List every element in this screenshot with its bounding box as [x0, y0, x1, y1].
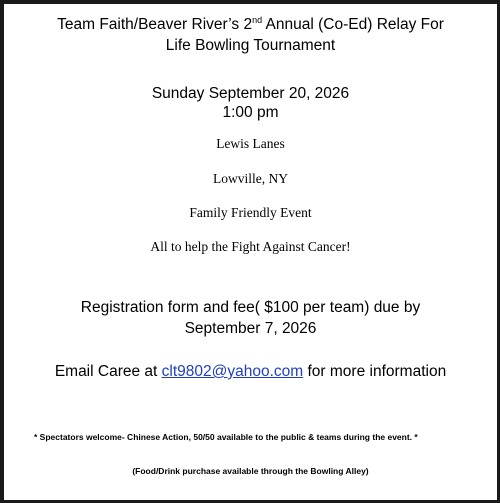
title-text-after-superscript: Annual (Co-Ed) Relay For [262, 16, 444, 33]
ordinal-superscript: nd [252, 14, 263, 25]
cause-statement: All to help the Fight Against Cancer! [150, 239, 351, 254]
flyer-title-line-1 [4, 14, 497, 35]
audience-note: Family Friendly Event [189, 205, 312, 220]
spectators-note: * Spectators welcome- Chinese Action, 50/50 available to the public & teams during the event. * [34, 432, 418, 442]
venue-name: Lewis Lanes [216, 136, 285, 151]
event-time: 1:00 pm [222, 104, 279, 121]
registration-line-1: Registration form and fee( $100 per team) due by [80, 299, 421, 316]
event-date: Sunday September 20, 2026 [151, 85, 350, 102]
venue-location: Lowville, NY [213, 171, 288, 186]
flyer-title-line-2: Life Bowling Tournament [165, 37, 336, 54]
contact-suffix: for more information [303, 363, 447, 380]
food-drink-note: (Food/Drink purchase available through the Bowling Alley) [132, 466, 369, 476]
title-text-before-superscript: Team Faith/Beaver River’s 2 [57, 16, 253, 33]
registration-deadline: September 7, 2026 [184, 320, 317, 337]
contact-prefix: Email Caree at [54, 363, 162, 380]
contact-line [4, 362, 497, 382]
email-link[interactable]: clt9802@yahoo.com [161, 363, 304, 380]
